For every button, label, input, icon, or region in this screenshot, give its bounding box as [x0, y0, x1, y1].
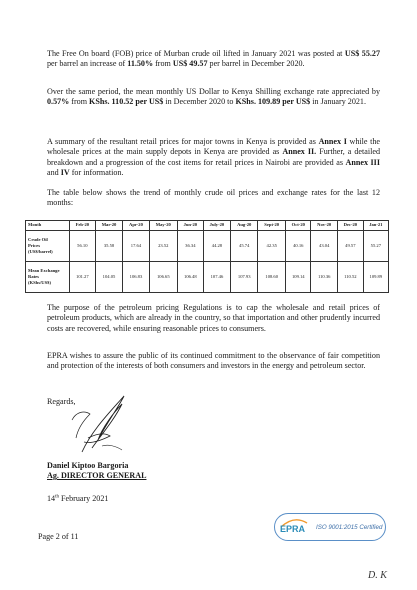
value-cell: 108.60	[258, 262, 286, 293]
value-cell: 106.83	[123, 262, 149, 293]
value-cell: 109.14	[286, 262, 311, 293]
fob-price-paragraph: The Free On board (FOB) price of Murban crude oil lifted in January 2021 was posted at US$ 55.27 per barrel an increase of 11.50% from US$ 49.57 per barrel in December 2020.	[47, 49, 380, 69]
value-cell: 55.27	[363, 231, 388, 262]
signatory-name: Daniel Kiptoo Bargoria	[47, 461, 129, 470]
value-cell: 23.52	[149, 231, 177, 262]
month-header-cell: Month	[26, 221, 70, 231]
value-cell: 106.48	[178, 262, 204, 293]
month-cell: Jun-20	[178, 221, 204, 231]
exchange-rate-paragraph: Over the same period, the mean monthly US Dollar to Kenya Shilling exchange rate appreciated by 0.57% from KShs. 110.52 per US$ in December 2020 to KShs. 109.89 per US$ in January 2021.	[47, 87, 380, 107]
signature-icon	[62, 390, 140, 460]
value-cell: 109.89	[363, 262, 388, 293]
svg-text:EPRA: EPRA	[280, 524, 306, 534]
row-label-exchange-rate: Mean Exchange Rates (KShs/US$)	[26, 262, 70, 293]
value-cell: 101.27	[70, 262, 96, 293]
month-cell: Dec-20	[338, 221, 364, 231]
table-row	[26, 262, 389, 293]
epra-logo-icon	[277, 513, 311, 539]
table-intro-paragraph: The table below shows the trend of monthly crude oil prices and exchange rates for the last 12 months:	[47, 188, 380, 208]
table-row	[26, 231, 389, 262]
value-cell: 44.28	[203, 231, 231, 262]
value-cell: 35.58	[95, 231, 123, 262]
handwritten-initials: D. K	[368, 570, 387, 581]
row-label-crude-oil: Crude Oil Prices (US$/barrel)	[26, 231, 70, 262]
month-cell: Nov-20	[311, 221, 338, 231]
purpose-paragraph: The purpose of the petroleum pricing Regulations is to cap the wholesale and retail prices of petroleum products, which are already in the country, so that importation and other prudently incurred costs are recovered, while ensuring reasonable prices to consumers.	[47, 303, 380, 333]
month-cell: Sept-20	[258, 221, 286, 231]
table-header-row	[26, 221, 389, 231]
month-cell: Jan-21	[363, 221, 388, 231]
crude-oil-exchange-table	[25, 220, 389, 293]
month-cell: May-20	[149, 221, 177, 231]
value-cell: 107.46	[203, 262, 231, 293]
annex-summary-paragraph: A summary of the resultant retail prices for major towns in Kenya is provided as Annex I while the wholesale prices at the main supply depots in Kenya are provided as Annex II. Further, a detailed breakdown and a progression of the cost items for retail prices in Nairobi are provided as Annex III and IV for information.	[47, 137, 380, 177]
signatory-title: Ag. DIRECTOR GENERAL	[47, 471, 147, 480]
month-cell: Aug-20	[231, 221, 258, 231]
value-cell: 17.64	[123, 231, 149, 262]
month-cell: Apr-20	[123, 221, 149, 231]
value-cell: 56.10	[70, 231, 96, 262]
value-cell: 110.36	[311, 262, 338, 293]
commitment-paragraph: EPRA wishes to assure the public of its continued commitment to the observance of fair competition and protection of the interests of both consumers and investors in the energy and petroleum sector.	[47, 351, 380, 371]
value-cell: 43.04	[311, 231, 338, 262]
value-cell: 45.74	[231, 231, 258, 262]
month-cell: Oct-20	[286, 221, 311, 231]
month-cell: Feb-20	[70, 221, 96, 231]
value-cell: 40.16	[286, 231, 311, 262]
regards-text: Regards,	[47, 397, 76, 406]
value-cell: 110.52	[338, 262, 364, 293]
value-cell: 36.34	[178, 231, 204, 262]
value-cell: 104.05	[95, 262, 123, 293]
value-cell: 107.93	[231, 262, 258, 293]
value-cell: 106.65	[149, 262, 177, 293]
value-cell: 49.57	[338, 231, 364, 262]
value-cell: 42.35	[258, 231, 286, 262]
month-cell: July-20	[203, 221, 231, 231]
letter-date: 14th February 2021	[47, 494, 109, 503]
iso-certification-text: ISO 9001:2015 Certified	[316, 524, 383, 531]
month-cell: Mar-20	[95, 221, 123, 231]
page-number: Page 2 of 11	[38, 532, 79, 541]
